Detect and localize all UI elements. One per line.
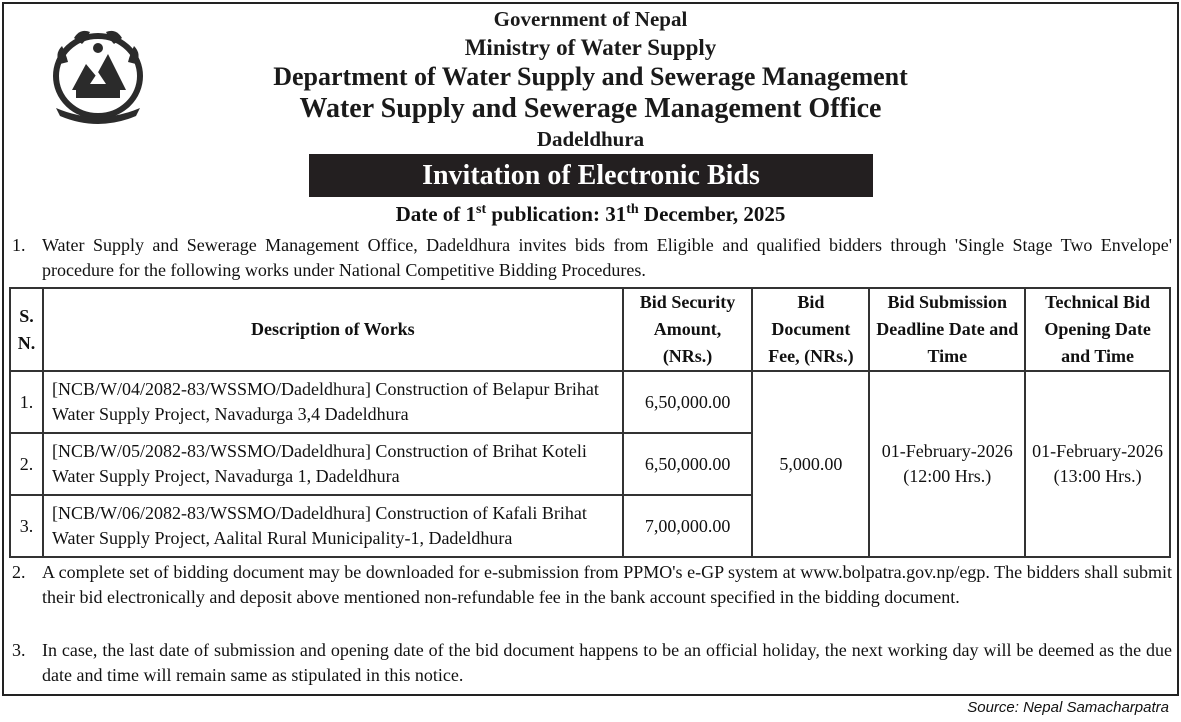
row-bid-security: 7,00,000.00: [623, 495, 753, 557]
col-header-opening-date: Technical Bid Opening Date and Time: [1025, 288, 1170, 371]
submission-deadline-cell: 01-February-2026 (12:00 Hrs.): [869, 371, 1025, 557]
row-description: [NCB/W/04/2082-83/WSSMO/Dadeldhura] Construction of Belapur Brihat Water Supply Project, Navadurga 3,4 Dadeldhura: [43, 371, 623, 433]
row-sn: 1.: [10, 371, 43, 433]
row-description: [NCB/W/05/2082-83/WSSMO/Dadeldhura] Construction of Brihat Koteli Water Supply Project, Navadurga 1, Dadeldhura: [43, 433, 623, 495]
row-sn: 2.: [10, 433, 43, 495]
location-heading: Dadeldhura: [536, 127, 645, 151]
publication-date: Date of 1st publication: 31th December, 2025: [395, 202, 786, 226]
row-description: [NCB/W/06/2082-83/WSSMO/Dadeldhura] Construction of Kafali Brihat Water Supply Project, Aalital Rural Municipality-1, Dadeldhura: [43, 495, 623, 557]
col-header-document-fee: Bid Document Fee, (NRs.): [752, 288, 869, 371]
col-header-description: Description of Works: [43, 288, 623, 371]
office-heading: Water Supply and Sewerage Management Office: [299, 93, 882, 124]
clause-text: Water Supply and Sewerage Management Office, Dadeldhura invites bids from Eligible and qualified bidders through 'Single Stage Two Envelope' procedure for the following works under National Competitive Bidding Procedures.: [42, 235, 1172, 280]
government-heading: Government of Nepal: [493, 7, 688, 31]
clause-number: 2.: [12, 562, 26, 582]
clause-3: [12, 638, 1172, 688]
col-header-submission-deadline: Bid Submission Deadline Date and Time: [869, 288, 1025, 371]
notice-title-banner: Invitation of Electronic Bids: [309, 154, 873, 197]
ministry-heading: Ministry of Water Supply: [464, 35, 717, 60]
document-fee-cell: 5,000.00: [752, 371, 869, 557]
col-header-bid-security: Bid Security Amount, (NRs.): [623, 288, 753, 371]
clause-number: 3.: [12, 640, 26, 660]
row-sn: 3.: [10, 495, 43, 557]
clause-text: In case, the last date of submission and opening date of the bid document happens to be an official holiday, the next working day will be deemed as the due date and time will remain same as stipulated in this notice.: [42, 640, 1172, 685]
bid-works-table: [9, 287, 1171, 558]
col-header-sn: S. N.: [10, 288, 43, 371]
clause-2: [12, 560, 1172, 610]
clause-1: [12, 233, 1172, 283]
clause-number: 1.: [12, 235, 26, 255]
clause-text: A complete set of bidding document may be downloaded for e-submission from PPMO's e-GP system at www.bolpatra.gov.np/egp. The bidders shall submit their bid electronically and deposit above mentioned non-refundable fee in the bank account specified in the bidding document.: [42, 562, 1172, 607]
source-credit: Source: Nepal Samacharpatra: [967, 699, 1169, 716]
opening-date-cell: 01-February-2026 (13:00 Hrs.): [1025, 371, 1170, 557]
row-bid-security: 6,50,000.00: [623, 371, 753, 433]
table-row: [10, 371, 1170, 433]
table-header-row: [10, 288, 1170, 371]
department-heading: Department of Water Supply and Sewerage Management: [273, 62, 908, 91]
row-bid-security: 6,50,000.00: [623, 433, 753, 495]
